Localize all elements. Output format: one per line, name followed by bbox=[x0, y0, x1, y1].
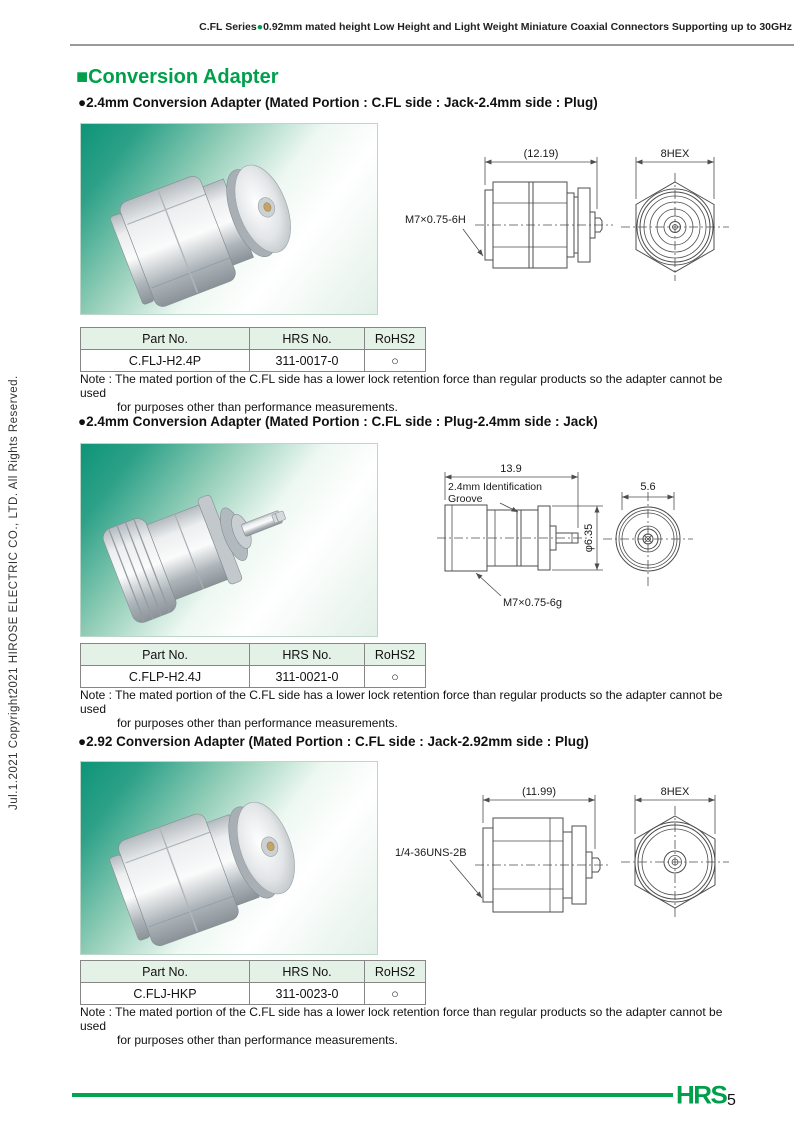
product-photo bbox=[80, 761, 378, 955]
col-part-no: Part No. bbox=[81, 644, 250, 666]
technical-drawing bbox=[395, 133, 790, 328]
part-no-value: C.FLJ-HKP bbox=[81, 983, 250, 1005]
footer-divider bbox=[72, 1093, 673, 1097]
note-line-1: Note : The mated portion of the C.FL side has a lower lock retention force than regular products so the adapter cannot be used bbox=[80, 1005, 723, 1034]
col-rohs: RoHS2 bbox=[365, 644, 426, 666]
header-series: C.FL Series bbox=[199, 21, 257, 33]
note-line-2: for purposes other than performance measurements. bbox=[117, 400, 398, 415]
header-divider bbox=[70, 44, 794, 46]
note-line-1: Note : The mated portion of the C.FL side has a lower lock retention force than regular products so the adapter cannot be used bbox=[80, 372, 723, 401]
note-line-2: for purposes other than performance measurements. bbox=[117, 1033, 398, 1048]
col-rohs: RoHS2 bbox=[365, 961, 426, 983]
parts-table bbox=[80, 643, 426, 688]
technical-drawing bbox=[390, 778, 790, 963]
page-title: ■Conversion Adapter bbox=[76, 66, 279, 88]
rohs-status-mark: ○ bbox=[365, 350, 426, 372]
section-2_4mm-jack-plug bbox=[0, 95, 800, 415]
thread-spec-label: M7×0.75-6H bbox=[405, 214, 466, 226]
hrs-no-value: 311-0017-0 bbox=[250, 350, 365, 372]
section-2_92mm-jack-plug bbox=[0, 732, 800, 1052]
note-text bbox=[80, 372, 740, 414]
green-bullet-icon: ● bbox=[256, 21, 264, 33]
note-line-1: Note : The mated portion of the C.FL side has a lower lock retention force than regular products so the adapter cannot be used bbox=[80, 688, 723, 717]
note-text bbox=[80, 1005, 740, 1047]
col-part-no: Part No. bbox=[81, 961, 250, 983]
connector-photo-image bbox=[81, 444, 377, 636]
connector-photo-image bbox=[81, 124, 377, 314]
rohs-status-mark: ○ bbox=[365, 666, 426, 688]
dimension-front: 5.6 bbox=[640, 481, 656, 493]
part-no-value: C.FLP-H2.4J bbox=[81, 666, 250, 688]
dimension-diameter: φ6.35 bbox=[583, 523, 595, 553]
header-text bbox=[0, 21, 792, 33]
hrs-no-value: 311-0023-0 bbox=[250, 983, 365, 1005]
header-description: 0.92mm mated height Low Height and Light Weight Miniature Coaxial Connectors Supporting up to 30GHz bbox=[263, 21, 792, 33]
section-heading: ●2.4mm Conversion Adapter (Mated Portion : C.FL side : Plug-2.4mm side : Jack) bbox=[78, 414, 598, 429]
parts-table bbox=[80, 960, 426, 1005]
col-hrs-no: HRS No. bbox=[250, 644, 365, 666]
section-heading: ●2.92 Conversion Adapter (Mated Portion : C.FL side : Jack-2.92mm side : Plug) bbox=[78, 734, 589, 749]
product-photo bbox=[80, 123, 378, 315]
section-2_4mm-plug-jack bbox=[0, 412, 800, 732]
col-rohs: RoHS2 bbox=[365, 328, 426, 350]
dimension-hex: 8HEX bbox=[660, 148, 690, 160]
copyright-sidebar-text: Jul.1.2021 Copyright2021 HIROSE ELECTRIC CO., LTD. All Rights Reserved. bbox=[8, 375, 20, 810]
table-row bbox=[81, 350, 426, 372]
hrs-logo: HRS bbox=[676, 1080, 727, 1110]
table-row bbox=[81, 666, 426, 688]
product-photo bbox=[80, 443, 378, 637]
connector-photo-image bbox=[81, 762, 377, 954]
groove-label-line2: Groove bbox=[448, 493, 483, 505]
page-number: 5 bbox=[727, 1092, 736, 1109]
technical-drawing bbox=[425, 450, 790, 655]
hrs-no-value: 311-0021-0 bbox=[250, 666, 365, 688]
dimension-hex: 8HEX bbox=[660, 786, 690, 798]
dimension-overall-length: (12.19) bbox=[523, 148, 559, 160]
rohs-status-mark: ○ bbox=[365, 983, 426, 1005]
dimension-overall-length: (11.99) bbox=[521, 786, 557, 798]
groove-label-line1: 2.4mm Identification bbox=[448, 481, 542, 493]
dimension-overall-length: 13.9 bbox=[500, 463, 522, 475]
part-no-value: C.FLJ-H2.4P bbox=[81, 350, 250, 372]
thread-spec-label: M7×0.75-6g bbox=[503, 597, 563, 609]
thread-spec-label: 1/4-36UNS-2B bbox=[395, 847, 467, 859]
col-hrs-no: HRS No. bbox=[250, 328, 365, 350]
note-text bbox=[80, 688, 740, 730]
table-row bbox=[81, 983, 426, 1005]
col-hrs-no: HRS No. bbox=[250, 961, 365, 983]
section-heading: ●2.4mm Conversion Adapter (Mated Portion : C.FL side : Jack-2.4mm side : Plug) bbox=[78, 95, 598, 110]
col-part-no: Part No. bbox=[81, 328, 250, 350]
note-line-2: for purposes other than performance measurements. bbox=[117, 716, 398, 731]
parts-table bbox=[80, 327, 426, 372]
